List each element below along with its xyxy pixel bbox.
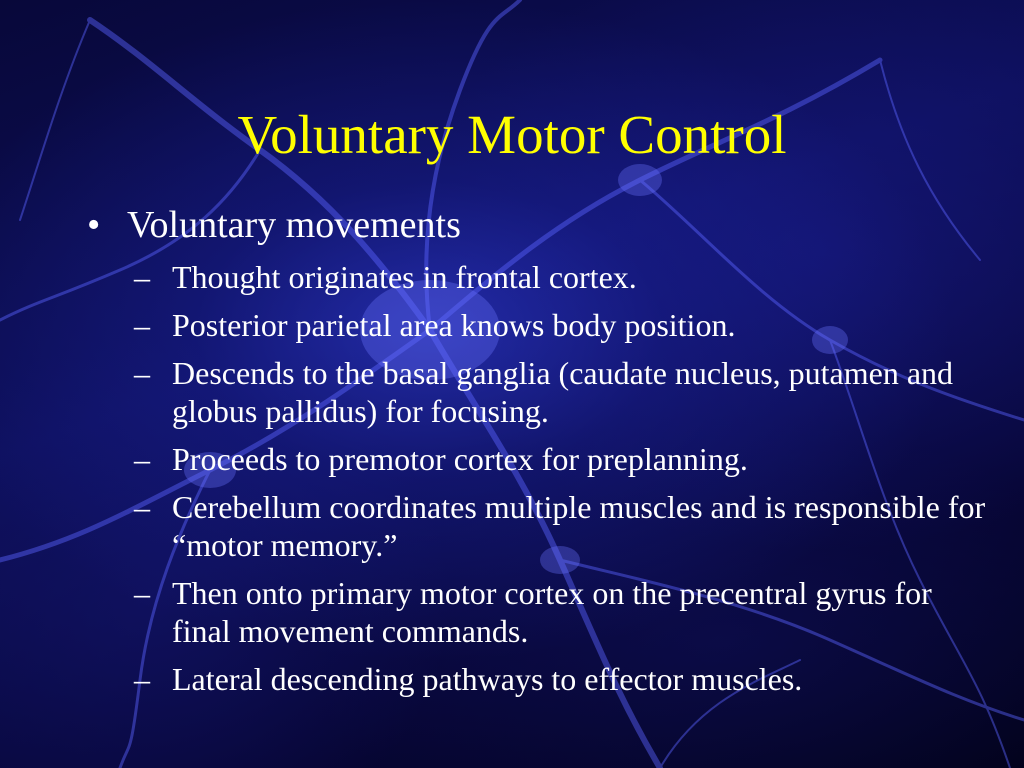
sub-bullet-marker: – [134, 575, 150, 611]
sub-bullet-text: Lateral descending pathways to effector muscles. [172, 661, 803, 697]
sub-bullet-text: Posterior parietal area knows body position. [172, 307, 736, 343]
sub-bullet-item [87, 660, 987, 698]
sub-bullet-text: Proceeds to premotor cortex for preplanning. [172, 441, 748, 477]
sub-bullet-marker: – [134, 259, 150, 295]
sub-bullet-item [87, 574, 987, 650]
slide-title: Voluntary Motor Control [237, 104, 787, 165]
sub-bullet-text: Descends to the basal ganglia (caudate nucleus, putamen and globus pallidus) for focusing. [172, 355, 954, 429]
sub-bullet-text: Then onto primary motor cortex on the precentral gyrus for final movement commands. [172, 575, 932, 649]
sub-bullet-marker: – [134, 307, 150, 343]
sub-bullet-marker: – [134, 355, 150, 391]
sub-bullet-marker: – [134, 661, 150, 697]
sub-bullet-item [87, 440, 987, 478]
sub-bullet-item [87, 354, 987, 430]
sub-bullet-item [87, 488, 987, 564]
sub-bullet-marker: – [134, 441, 150, 477]
sub-bullet-item [87, 258, 987, 296]
bullet-marker: • [87, 204, 101, 246]
sub-bullet-text: Cerebellum coordinates multiple muscles and is responsible for “motor memory.” [172, 489, 986, 563]
sub-bullet-list [87, 258, 987, 698]
sub-bullet-text: Thought originates in frontal cortex. [172, 259, 637, 295]
sub-bullet-marker: – [134, 489, 150, 525]
bullet-text: Voluntary movements [127, 204, 461, 246]
bullet-voluntary-movements [87, 202, 987, 248]
sub-bullet-item [87, 306, 987, 344]
slide-content [87, 202, 987, 708]
